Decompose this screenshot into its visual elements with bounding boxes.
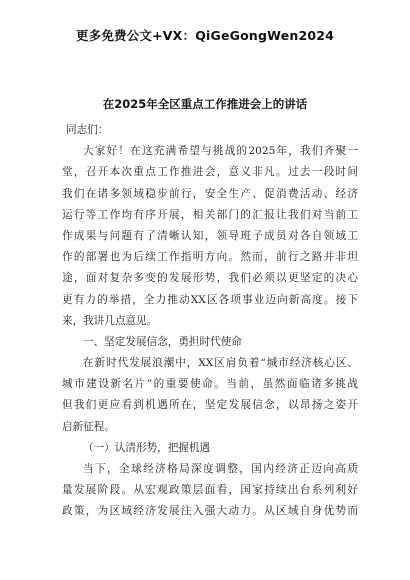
body-line: 更有力的举措，全力推动XX区各项事业迈向新高度。接下: [62, 293, 358, 306]
salutation: 同志们：: [66, 124, 109, 136]
body-line: 我们在诸多领域稳步前行，安全生产、促消费活动、经济: [62, 187, 358, 200]
body-line: （一）认清形势，把握机遇: [83, 441, 211, 454]
body-line: 当下，全球经济格局深度调整，国内经济正迈向高质: [83, 463, 358, 475]
body-line: 作的部署也为后续工作指明方向。然而，前行之路并非坦: [62, 251, 358, 264]
body-line: 大家好！在这充满希望与挑战的2025年，我们齐聚一: [83, 145, 358, 158]
body-line: 堂，召开本次重点工作推进会，意义非凡。过去一段时间: [62, 166, 358, 179]
promo-header: 更多免费公文+VX：QiGeGongWen2024: [75, 28, 335, 43]
document-body: [62, 120, 358, 523]
body-line: 但我们更应看到机遇所在，坚定发展信念，以昂扬之姿开: [62, 399, 358, 412]
body-line: 来，我讲几点意见。: [62, 314, 158, 327]
body-line: 作成果与问题有了清晰认知，领导班子成员对各自领域工: [62, 229, 358, 242]
document-title: 在2025年全区重点工作推进会上的讲话: [102, 97, 308, 111]
body-line: 政策，为区域经济发展注入强大动力。从区域自身优势而: [62, 505, 358, 518]
body-line: 量发展阶段。从宏观政策层面看，国家持续出台系列利好: [62, 484, 358, 497]
body-line: 启新征程。: [62, 420, 115, 433]
body-line: 一、坚定发展信念，勇担时代使命: [83, 335, 242, 348]
paragraph-lines: [62, 141, 358, 522]
body-line: 途，面对复杂多变的发展形势，我们必须以更坚定的决心: [62, 272, 358, 285]
body-line: 城市建设新名片”的重要使命。当前，虽然面临诸多挑战: [62, 378, 358, 391]
body-line: 在新时代发展浪潮中，XX区肩负着“城市经济核心区、: [83, 357, 358, 370]
body-line: 运行等工作均有序开展，相关部门的汇报让我们对当前工: [62, 208, 358, 221]
